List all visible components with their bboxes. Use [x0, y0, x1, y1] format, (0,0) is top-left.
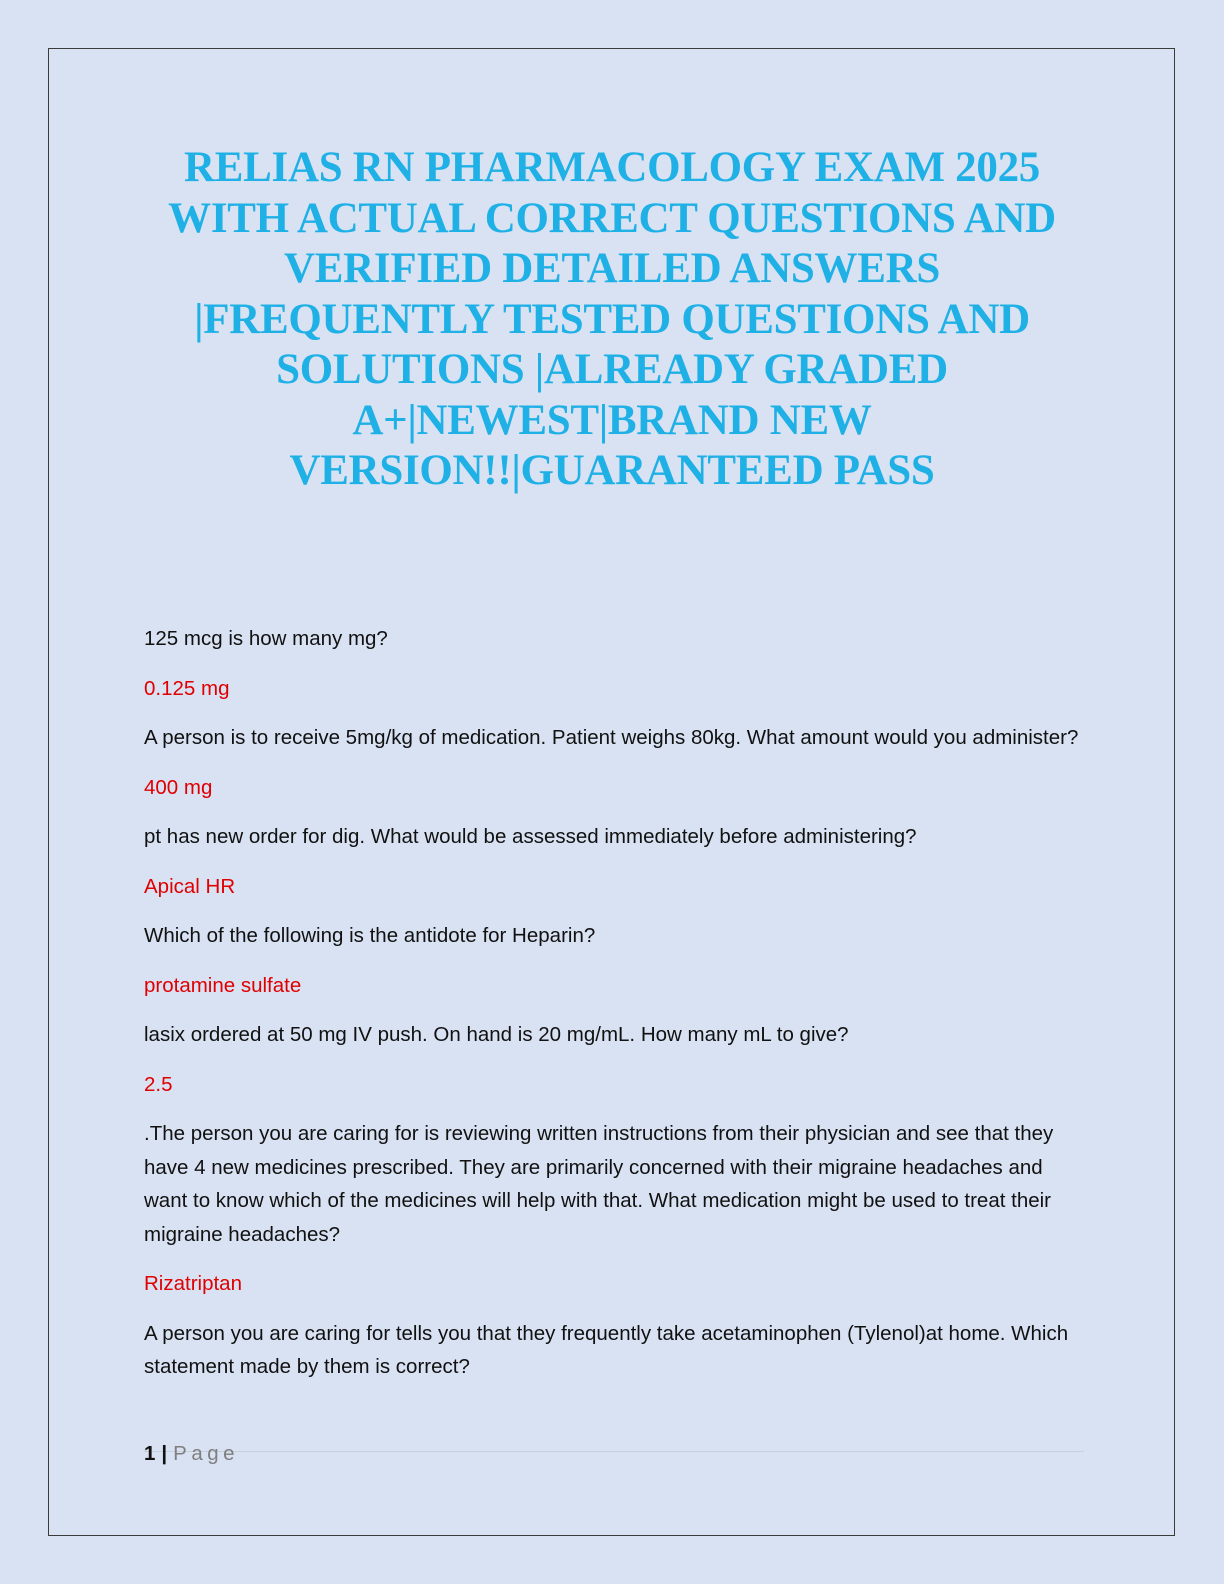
- title-line: WITH ACTUAL CORRECT QUESTIONS AND: [168, 194, 1056, 242]
- footer-divider: [144, 1451, 1084, 1452]
- footer-separator: |: [161, 1442, 168, 1465]
- document-title: [150, 143, 1074, 497]
- question-text: A person is to receive 5mg/kg of medication. Patient weighs 80kg. What amount would you administer?: [144, 726, 1079, 749]
- title-line: SOLUTIONS |ALREADY GRADED: [276, 346, 948, 393]
- answer-text: 2.5: [144, 1072, 173, 1096]
- page-footer: [144, 1441, 239, 1467]
- question-text: .The person you are caring for is reviewing written instructions from their physician and see that they have 4 new medicines prescribed. They are primarily concerned with their migraine headaches and want to know which of the medicines will help with that. What medication might be used to treat their migraine headaches?: [144, 1122, 1054, 1246]
- answer-text: Rizatriptan: [144, 1272, 242, 1295]
- question-text: A person you are caring for tells you that they frequently take acetaminophen (Tylenol)at home. Which statement made by them is correct?: [144, 1321, 1069, 1378]
- title-line: RELIAS RN PHARMACOLOGY EXAM 2025: [184, 144, 1040, 191]
- answer-text: 0.125 mg: [144, 676, 230, 700]
- question-text: 125 mcg is how many mg?: [144, 627, 388, 650]
- answer-text: protamine sulfate: [144, 973, 302, 997]
- title-line: VERSION!!|GUARANTEED PASS: [289, 447, 935, 494]
- page-label: Page: [173, 1442, 240, 1465]
- title-line: |FREQUENTLY TESTED QUESTIONS AND: [194, 295, 1030, 343]
- question-text: Which of the following is the antidote for Heparin?: [144, 924, 596, 947]
- page-number: 1: [144, 1442, 156, 1465]
- question-text: lasix ordered at 50 mg IV push. On hand is 20 mg/mL. How many mL to give?: [144, 1023, 849, 1046]
- title-line: A+|NEWEST|BRAND NEW: [352, 396, 872, 444]
- answer-text: 400 mg: [144, 775, 213, 799]
- qa-list: [144, 622, 1084, 1400]
- question-text: pt has new order for dig. What would be assessed immediately before administering?: [144, 825, 917, 848]
- title-line: VERIFIED DETAILED ANSWERS: [284, 245, 940, 292]
- answer-text: Apical HR: [144, 874, 236, 898]
